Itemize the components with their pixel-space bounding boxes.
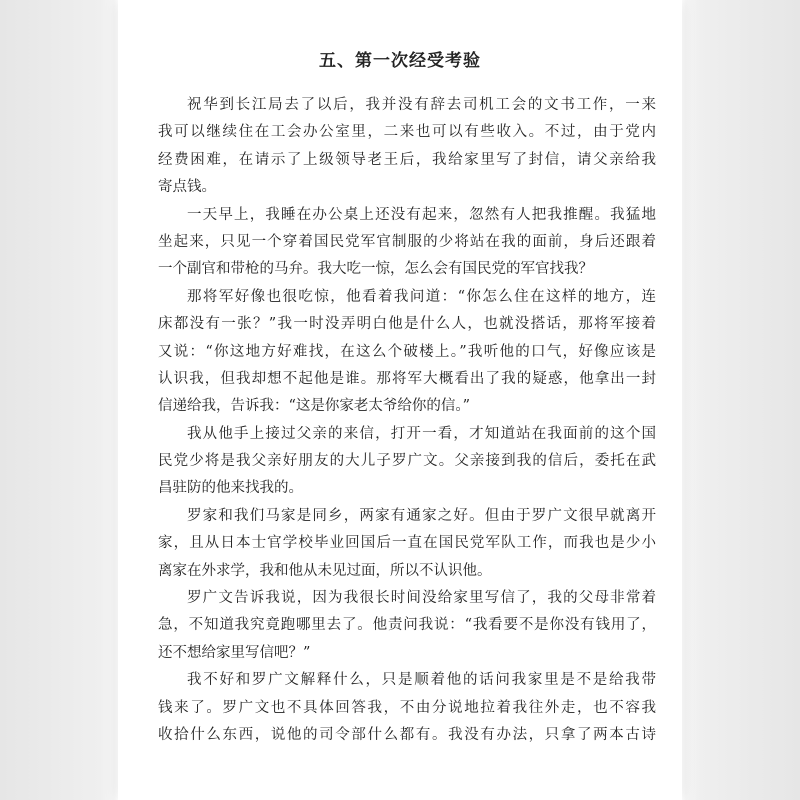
paragraph	[158, 667, 656, 749]
text-line: 家，且从日本士官学校毕业回国后一直在国民党军队工作，而我也是少小	[158, 535, 656, 552]
text-line: 钱来了。罗广文也不具体回答我，不由分说地拉着我往外走，也不容我	[158, 699, 656, 716]
paragraph	[158, 421, 656, 503]
text-line: 认识我，但我却想不起他是谁。那将军大概看出了我的疑惑，他拿出一封	[158, 370, 656, 387]
text-line: 寄点钱。	[158, 179, 216, 196]
text-line: 民党少将是我父亲好朋友的大儿子罗广文。父亲接到我的信后，委托在武	[158, 453, 656, 470]
text-line: 离家在外求学，我和他从未见过面，所以不认识他。	[158, 562, 492, 579]
text-line: 经费困难，在请示了上级领导老王后，我给家里写了封信，请父亲给我	[158, 151, 656, 168]
text-line: 还不想给家里写信吧？”	[158, 644, 311, 661]
text-line: 一个副官和带枪的马弁。我大吃一惊，怎么会有国民党的军官找我？	[158, 261, 593, 278]
text-line: 我从他手上接过父亲的来信，打开一看，才知道站在我面前的这个国	[187, 425, 656, 442]
text-line: 一天早上，我睡在办公桌上还没有起来，忽然有人把我推醒。我猛地	[187, 206, 656, 223]
text-line: 又说：“你这地方好难找，在这么个破楼上。”我听他的口气，好像应该是	[158, 343, 656, 360]
text-line: 祝华到长江局去了以后，我并没有辞去司机工会的文书工作，一来	[187, 97, 656, 113]
chapter-title: 五、第一次经受考验	[319, 51, 481, 71]
text-line: 我不好和罗广文解释什么，只是顺着他的话问我家里是不是给我带	[187, 672, 656, 689]
text-line: 罗家和我们马家是同乡，两家有通家之好。但由于罗广文很早就离开	[187, 507, 656, 524]
text-line: 我可以继续住在工会办公室里，二来也可以有些收入。不过，由于党内	[158, 124, 656, 141]
text-line: 急，不知道我究竟跑哪里去了。他责问我说：“我看要不是你没有钱用了，	[158, 617, 656, 634]
paragraph	[158, 92, 656, 202]
text-line: 收拾什么东西，说他的司令部什么都有。我没有办法，只拿了两本古诗	[158, 726, 656, 743]
text-line: 信递给我，告诉我：“这是你家老太爷给你的信。”	[158, 398, 471, 415]
book-page	[118, 0, 682, 800]
paragraph	[158, 202, 656, 284]
text-line: 坐起来，只见一个穿着国民党军官制服的少将站在我的面前，身后还跟着	[158, 233, 656, 250]
text-line: 床都没有一张？”我一时没弄明白他是什么人，也就没搭话，那将军接着	[158, 316, 656, 333]
text-line: 昌驻防的他来找我的。	[158, 480, 303, 497]
text-line: 那将军好像也很吃惊，他看着我问道：“你怎么住在这样的地方，连	[187, 288, 656, 305]
paragraph	[158, 284, 656, 421]
paragraph	[158, 585, 656, 667]
chapter-body	[158, 92, 656, 749]
text-line: 罗广文告诉我说，因为我很长时间没给家里写信了，我的父母非常着	[187, 590, 656, 607]
paragraph	[158, 503, 656, 585]
